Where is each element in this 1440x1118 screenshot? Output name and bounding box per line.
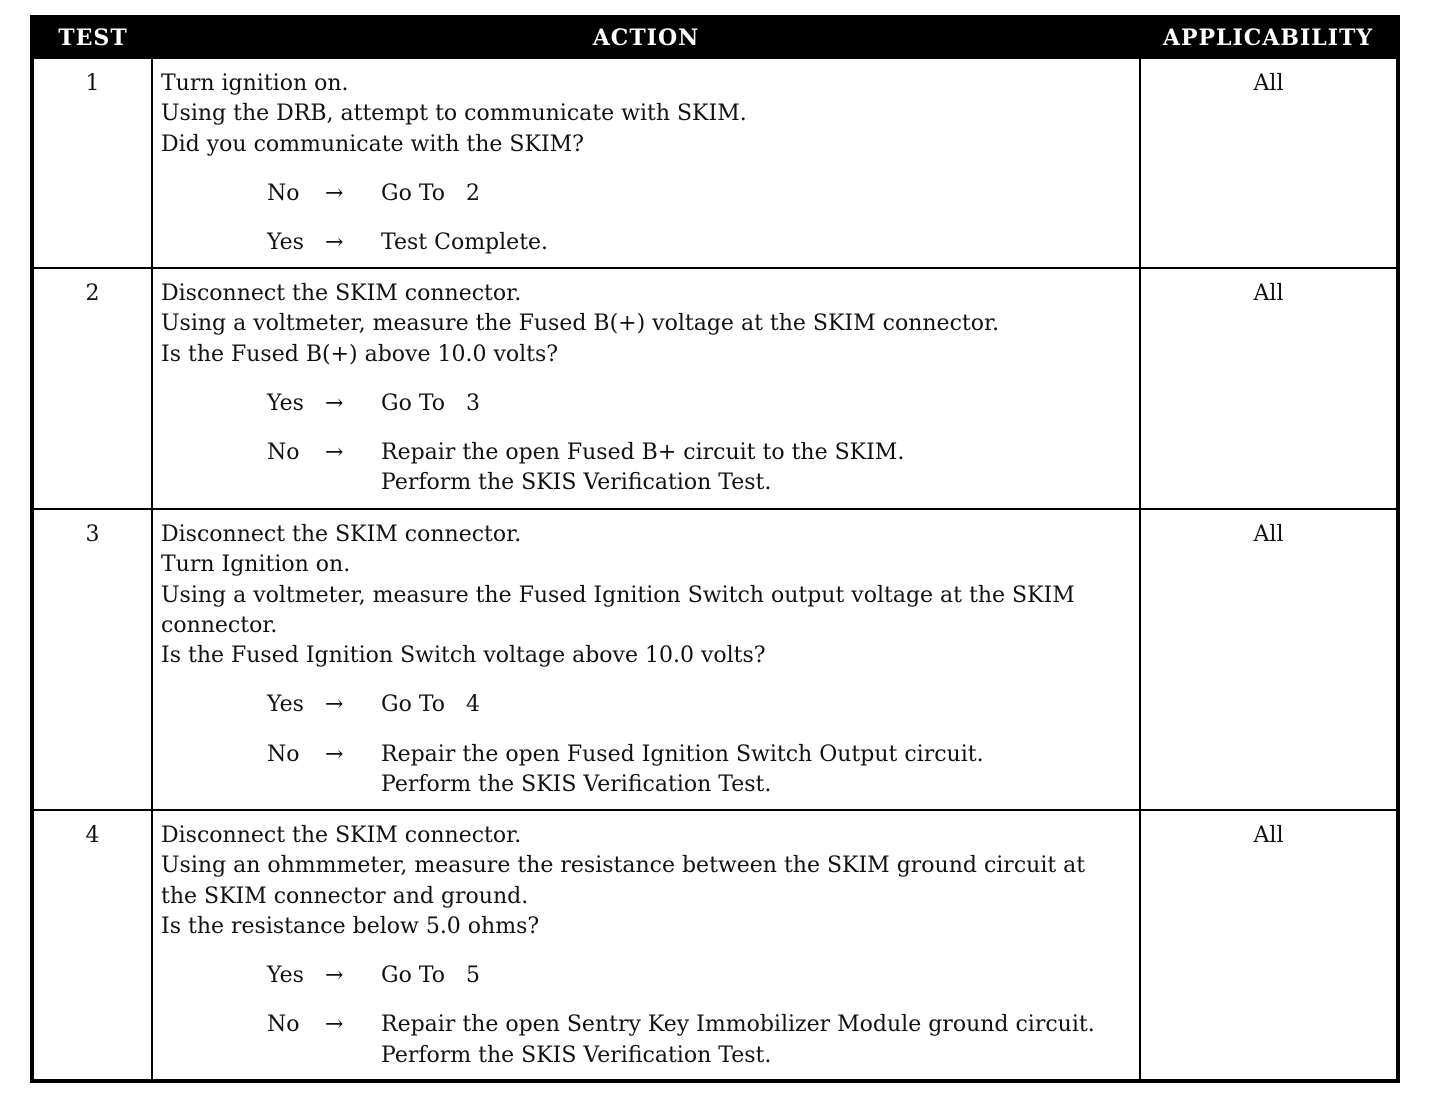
action-cell (152, 58, 1140, 268)
test-number: 4 (32, 810, 152, 1081)
action-line: Turn ignition on. (161, 71, 349, 96)
action-line: Turn Ignition on. (161, 552, 351, 578)
action-cell (152, 268, 1140, 509)
result-outcome (381, 690, 1135, 720)
table-body (32, 58, 1398, 1081)
action-line: Disconnect the SKIM connector. (161, 281, 522, 306)
test-number: 2 (32, 268, 152, 509)
action-line: Disconnect the SKIM connector. (161, 522, 522, 547)
result-line (161, 438, 1135, 499)
action-line: connector. (161, 612, 278, 638)
table-row (32, 58, 1398, 268)
header-test: TEST (32, 17, 152, 58)
result-line (161, 179, 1135, 209)
outcome-line: Go To 2 (381, 180, 480, 206)
outcome-line: Perform the SKIS Verification Test. (381, 1042, 772, 1068)
result-outcome (381, 1010, 1135, 1071)
table-header (32, 17, 1398, 58)
applicability-cell: All (1140, 509, 1398, 810)
arrow-icon: → (325, 692, 344, 718)
result-answer: Yes (267, 963, 304, 989)
header-action: ACTION (152, 17, 1140, 58)
result-outcome (381, 228, 1135, 258)
action-line: Is the Fused B(+) above 10.0 volts? (161, 341, 559, 367)
result-answer: Yes (267, 390, 304, 416)
test-number: 1 (32, 58, 152, 268)
table-row (32, 810, 1398, 1081)
table-row (32, 268, 1398, 509)
result-line (161, 228, 1135, 258)
outcome-line: Repair the open Fused B+ circuit to the SKIM. (381, 440, 905, 466)
result-answer: No (267, 440, 300, 466)
result-outcome (381, 438, 1135, 499)
header-row (32, 17, 1398, 58)
action-line: Using a voltmeter, measure the Fused B(+) voltage at the SKIM connector. (161, 311, 1000, 337)
arrow-icon: → (325, 1012, 344, 1038)
result-outcome (381, 961, 1135, 991)
arrow-icon: → (325, 440, 344, 466)
outcome-line: Perform the SKIS Verification Test. (381, 772, 772, 798)
diagnostic-test-table (30, 15, 1400, 1083)
action-line: Did you communicate with the SKIM? (161, 131, 584, 157)
outcome-line: Go To 4 (381, 692, 480, 718)
result-line (161, 740, 1135, 801)
outcome-line: Go To 3 (381, 390, 480, 416)
action-line: Disconnect the SKIM connector. (161, 823, 522, 848)
arrow-icon: → (325, 741, 344, 767)
action-line: Using a voltmeter, measure the Fused Ignition Switch output voltage at the SKIM (161, 582, 1075, 608)
outcome-line: Perform the SKIS Verification Test. (381, 470, 772, 496)
header-applicability: APPLICABILITY (1140, 17, 1398, 58)
result-answer: No (267, 180, 300, 206)
outcome-line: Test Complete. (381, 230, 549, 256)
action-cell (152, 509, 1140, 810)
result-line (161, 690, 1135, 720)
action-line: Using the DRB, attempt to communicate with SKIM. (161, 101, 747, 127)
result-line (161, 389, 1135, 419)
applicability-cell: All (1140, 58, 1398, 268)
arrow-icon: → (325, 230, 344, 256)
result-line (161, 961, 1135, 991)
arrow-icon: → (325, 180, 344, 206)
result-outcome (381, 740, 1135, 801)
action-line: Is the resistance below 5.0 ohms? (161, 913, 540, 939)
test-number: 3 (32, 509, 152, 810)
arrow-icon: → (325, 390, 344, 416)
result-outcome (381, 179, 1135, 209)
action-line: Is the Fused Ignition Switch voltage above 10.0 volts? (161, 643, 766, 669)
action-cell (152, 810, 1140, 1081)
action-line: the SKIM connector and ground. (161, 883, 529, 909)
result-outcome (381, 389, 1135, 419)
applicability-cell: All (1140, 810, 1398, 1081)
outcome-line: Repair the open Fused Ignition Switch Output circuit. (381, 741, 984, 767)
result-line (161, 1010, 1135, 1071)
result-answer: Yes (267, 230, 304, 256)
result-answer: No (267, 741, 300, 767)
action-line: Using an ohmmmeter, measure the resistance between the SKIM ground circuit at (161, 853, 1086, 879)
result-answer: No (267, 1012, 300, 1038)
outcome-line: Go To 5 (381, 963, 480, 989)
result-answer: Yes (267, 692, 304, 718)
arrow-icon: → (325, 963, 344, 989)
table-row (32, 509, 1398, 810)
applicability-cell: All (1140, 268, 1398, 509)
outcome-line: Repair the open Sentry Key Immobilizer Module ground circuit. (381, 1012, 1095, 1038)
